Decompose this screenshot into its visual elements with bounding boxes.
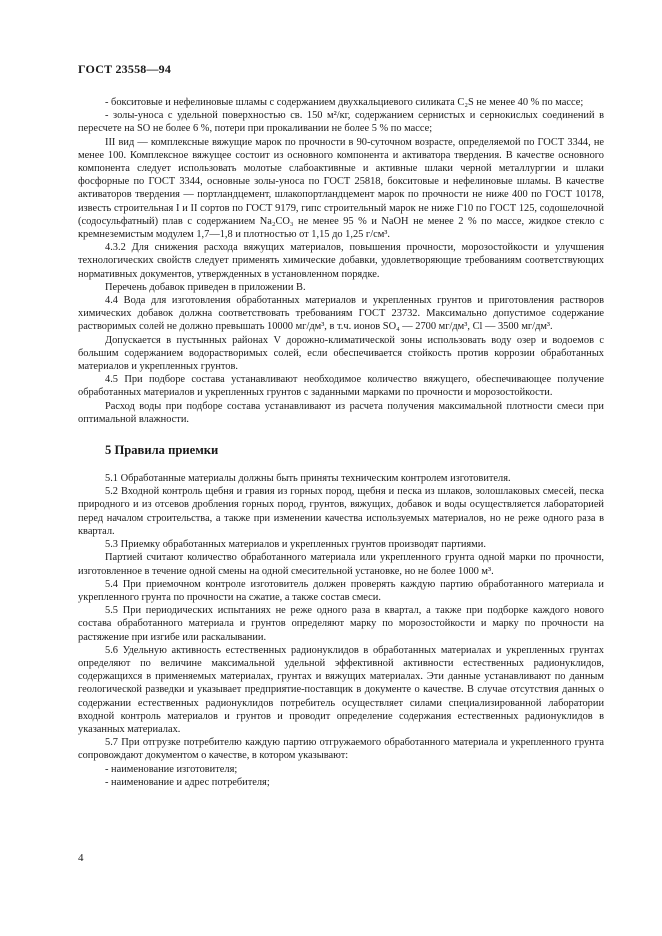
paragraph: 5.3 Приемку обработанных материалов и укрепленных грунтов производят партиями.	[105, 539, 486, 551]
paragraph: Перечень добавок приведен в приложении В.	[105, 281, 306, 293]
paragraph: - наименование изготовителя;	[105, 763, 238, 775]
paragraph: 5.7 При отгрузке потребителю каждую партию отгружаемого обработанного материала и укрепленного грунта сопровождают документом о качестве, в котором указывают:	[78, 737, 604, 762]
paragraph: 4.3.2 Для снижения расхода вяжущих материалов, повышения прочности, морозостойкости и улучшения технологических свойств следует применять химические добавки, удовлетворяющие требованиям соответствующих нормативных документов, утвержденных в установленном порядке.	[78, 242, 604, 280]
paragraph: 5.2 Входной контроль щебня и гравия из горных пород, щебня и песка из шлаков, золошлаковых смесей, песка природного и из отсевов дробления горных пород, грунтов, вяжущих, добавок и воды осуществляется лабораторией перед началом строительства, а также при изменении качества используемых материалов, но не реже одного раза в квартал.	[78, 486, 604, 537]
document-body	[78, 96, 604, 789]
paragraph: - наименование и адрес потребителя;	[105, 776, 270, 788]
paragraph: Партией считают количество обработанного материала или укрепленного грунта одной марки по прочности, изготовленное в течение одной смены на одной смесительной установке, но не более 1000 м³.	[78, 552, 604, 577]
standard-header: ГОСТ 23558—94	[78, 62, 172, 76]
paragraph: 5.5 При периодических испытаниях не реже одного раза в квартал, а также при подборке каждого нового состава обработанного материала и грунтов определяют марку по морозостойкости и марку по прочности на растяжение при изгибе или раскалывании.	[78, 605, 604, 643]
paragraph: 5.6 Удельную активность естественных радионуклидов в обработанных материалах и укрепленных грунтах определяют по величине максимальной удельной эффективной активности естественных радионуклидов, содержащихся в применяемых материалах, грунтах и вяжущих материалах. Эти данные устанавливают по данным геологической разведки и указывает предприятие-поставщик в документе о качестве. В случае отсутствия данных о содержании естественных радионуклидов потребитель осуществляет силами специализированной лаборатории входной контроль материалов и грунтов и проводит определение содержания естественных радионуклидов в указанных материалах.	[78, 644, 604, 735]
paragraph: III вид — комплексные вяжущие марок по прочности в 90-суточном возрасте, определяемой по ГОСТ 3344, не менее 100. Комплексное вяжущее состоит из основного компонента и активатора твердения. В качестве основного компонента следует использовать молотые слабоактивные и активные шлаки черной металлургии и шлаки фосфорные по ГОСТ 3344, основные золы-уноса по ГОСТ 25818, бокситовые и нефелиновые шламы. В качестве активаторов твердения — портландцемент, шлакопортландцемент марок по прочности не ниже 400 по ГОСТ 10178, известь строительная I и II сортов по ГОСТ 9179, гипс строительный марок не ниже Г10 по ГОСТ 125, содошелочной (содосульфатный) плав с содержанием Na₂CO₃ не менее 95 % и NaOH не менее 2 % по массе, жидкое стекло с кремнеземистым модулем 1,7—1,8 и плотностью от 1,15 до 1,25 г/см³.	[78, 136, 604, 241]
paragraph: 5.4 При приемочном контроле изготовитель должен проверять каждую партию обработанного материала и укрепленного грунта по прочности на сжатие, а также состав смеси.	[78, 578, 604, 603]
paragraph: 4.4 Вода для изготовления обработанных материалов и укрепленных грунтов и приготовления растворов химических добавок должна соответствовать требованиям ГОСТ 23732. Максимально допустимое содержание растворимых солей не должно превышать 10000 мг/дм³, в т.ч. ионов SO₄ — 2700 мг/дм³, Cl — 3500 мг/дм³.	[78, 295, 604, 333]
section-title: 5 Правила приемки	[105, 443, 219, 458]
paragraph: Допускается в пустынных районах V дорожно-климатической зоны использовать воду озер и водоемов с большим содержанием водорастворимых солей, если обеспечивается стойкость против коррозии обработанных материалов и укрепленных грунтов.	[78, 334, 604, 373]
paragraph: Расход воды при подборе состава устанавливают из расчета получения максимальной плотности смеси при оптимальной влажности.	[78, 400, 604, 425]
paragraph: - золы-уноса с удельной поверхностью св. 150 м²/кг, содержанием сернистых и сернокислых соединений в пересчете на SO не более 6 %, потери при прокаливании не более 5 % по массе;	[78, 110, 604, 135]
paragraph: 5.1 Обработанные материалы должны быть приняты техническим контролем изготовителя.	[105, 473, 511, 485]
page-number: 4	[78, 852, 84, 864]
paragraph: - бокситовые и нефелиновые шламы с содержанием двухкальциевого силиката C₂S не менее 40 % по массе;	[105, 97, 584, 108]
paragraph: 4.5 При подборе состава устанавливают необходимое количество вяжущего, обеспечивающее получение обработанных материалов и укрепленных грунтов с заданными марками по прочности и морозостойкости.	[78, 374, 604, 399]
